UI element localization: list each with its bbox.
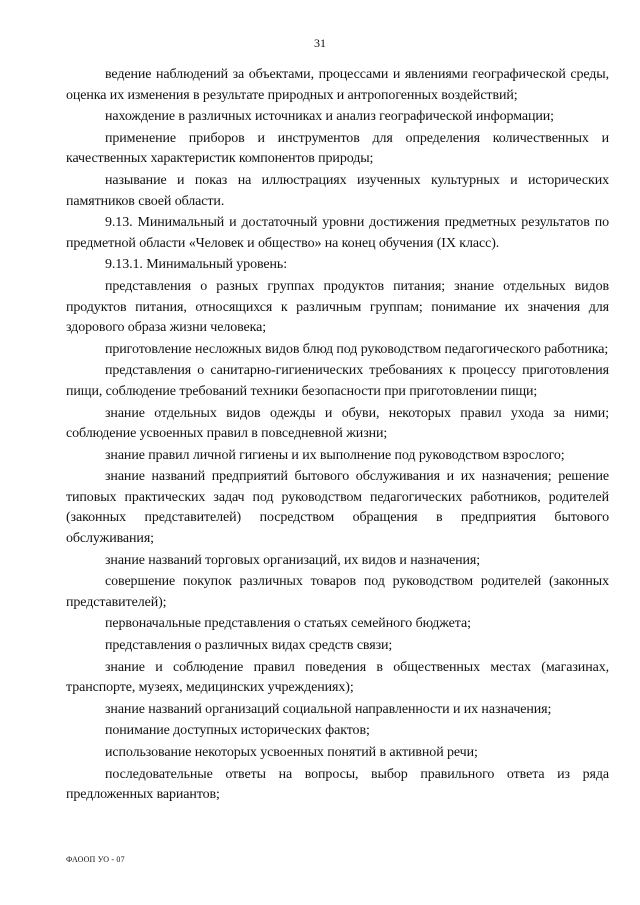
paragraph: применение приборов и инструментов для определения количественных и качественных характеристик компонентов природы; <box>66 130 609 167</box>
paragraph: понимание доступных исторических фактов; <box>105 723 370 739</box>
paragraph: знание названий торговых организаций, их видов и назначения; <box>105 552 481 568</box>
paragraph: первоначальные представления о статьях семейного бюджета; <box>105 616 471 632</box>
section-heading-9-13: 9.13. Минимальный и достаточный уровни достижения предметных результатов по предметной области «Человек и общество» на конец обучения (IX класс). <box>66 215 609 251</box>
footer-document-code: ФАООП УО - 07 <box>66 855 125 864</box>
paragraph: приготовление несложных видов блюд под руководством педагогического работника; <box>105 341 609 357</box>
paragraph: последовательные ответы на вопросы, выбор правильного ответа из ряда предложенных вариантов; <box>66 766 609 803</box>
paragraph: называние и показ на иллюстрациях изученных культурных и исторических памятников своей области. <box>66 172 609 209</box>
paragraph: знание названий предприятий бытового обслуживания и их назначения; решение типовых практических задач под руководством педагогических работников, родителей (законных представителей) посредством обращения в предприятия бытового обслуживания; <box>66 469 609 547</box>
paragraph: представления о разных группах продуктов питания; знание отдельных видов продуктов питания, относящихся к различным группам; понимание их значения для здорового образа жизни человека; <box>66 278 609 336</box>
paragraph: знание отдельных видов одежды и обуви, некоторых правил ухода за ними; соблюдение усвоенных правил в повседневной жизни; <box>66 405 609 442</box>
paragraph: представления о санитарно-гигиенических требованиях к процессу приготовления пищи, соблюдение требований техники безопасности при приготовлении пищи; <box>66 363 609 399</box>
subsection-heading-9-13-1: 9.13.1. Минимальный уровень: <box>105 257 287 273</box>
paragraph: нахождение в различных источниках и анализ географической информации; <box>105 109 554 125</box>
page-number: 31 <box>314 36 326 50</box>
paragraph: совершение покупок различных товаров под руководством родителей (законных представителей); <box>66 574 609 610</box>
paragraph: представления о различных видах средств связи; <box>105 638 393 654</box>
paragraph: использование некоторых усвоенных понятий в активной речи; <box>105 745 478 760</box>
document-body <box>66 65 609 807</box>
paragraph: знание названий организаций социальной направленности и их назначения; <box>105 701 552 717</box>
paragraph: знание и соблюдение правил поведения в общественных местах (магазинах, транспорте, музеях, медицинских учреждениях); <box>66 659 609 696</box>
paragraph: знание правил личной гигиены и их выполнение под руководством взрослого; <box>105 447 565 463</box>
paragraph: ведение наблюдений за объектами, процессами и явлениями географической среды, оценка их изменения в результате природных и антропогенных воздействий; <box>66 67 609 103</box>
